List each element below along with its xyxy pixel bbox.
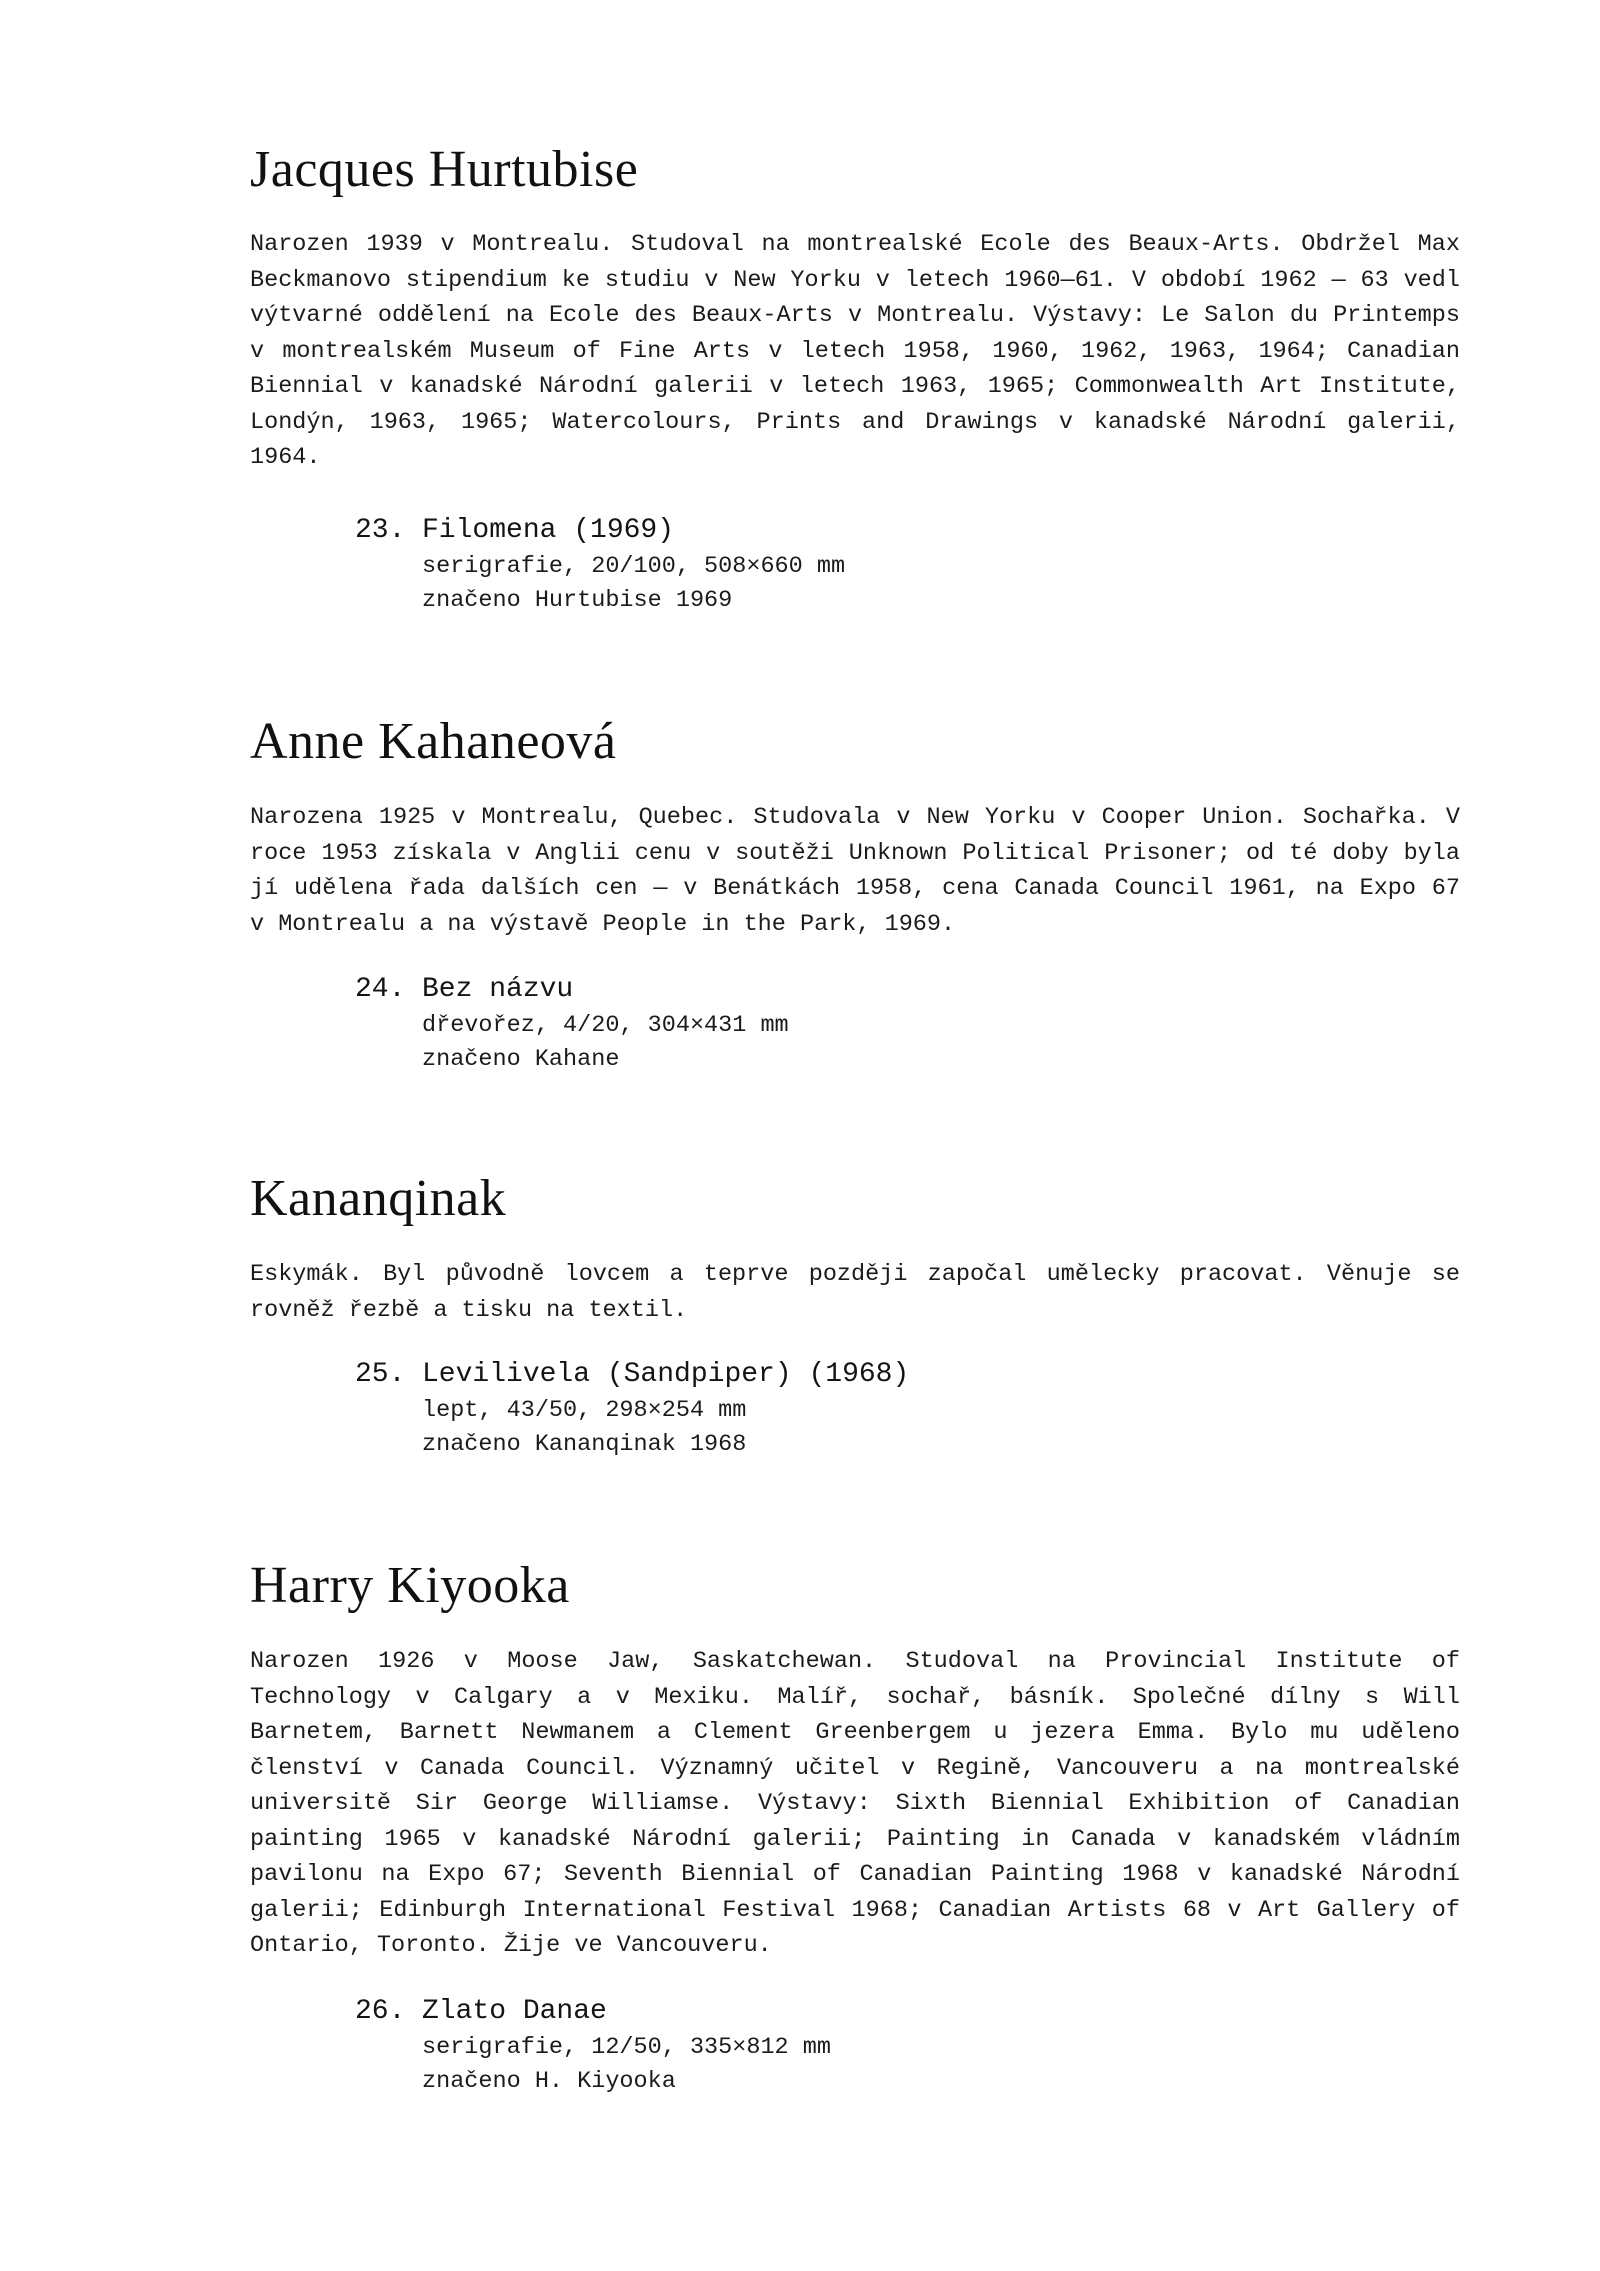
work-signature: značeno H. Kiyooka bbox=[422, 2068, 676, 2095]
catalogue-entry-23 bbox=[355, 512, 845, 618]
catalogue-entry-26 bbox=[355, 1993, 831, 2099]
work-number: 25. bbox=[355, 1359, 406, 1390]
work-signature: značeno Kahane bbox=[422, 1046, 620, 1073]
catalogue-entry-24 bbox=[355, 971, 789, 1077]
artist-section-hurtubise bbox=[250, 140, 1460, 476]
work-title-line bbox=[355, 512, 845, 550]
work-number: 23. bbox=[355, 515, 406, 546]
work-title: Bez názvu bbox=[422, 974, 574, 1005]
work-title-line bbox=[355, 971, 789, 1009]
work-medium: serigrafie, 12/50, 335×812 mm bbox=[422, 2034, 831, 2061]
work-number: 24. bbox=[355, 974, 406, 1005]
artist-section-kahaneova bbox=[250, 712, 1460, 942]
work-title-line bbox=[355, 1993, 831, 2031]
work-signature: značeno Kananqinak 1968 bbox=[422, 1431, 747, 1458]
work-title-line bbox=[355, 1356, 909, 1394]
artist-bio: Eskymák. Byl původně lovcem a teprve později započal umělecky pracovat. Věnuje se rovněž řezbě a tisku na textil. bbox=[250, 1261, 1460, 1324]
artist-section-kiyooka bbox=[250, 1556, 1460, 1964]
artist-bio: Narozena 1925 v Montrealu, Quebec. Studovala v New Yorku v Cooper Union. Sochařka. V roce 1953 získala v Anglii cenu v soutěži Unknown Political Prisoner; od té doby byla jí udělena řada dalších cen — v Benátkách 1958, cena Canada Council 1961, na Expo 67 v Montrealu a na výstavě People in the Park, 1969. bbox=[250, 804, 1460, 938]
work-medium: dřevořez, 4/20, 304×431 mm bbox=[422, 1012, 789, 1039]
work-medium: lept, 43/50, 298×254 mm bbox=[422, 1397, 747, 1424]
catalogue-entry-25 bbox=[355, 1356, 909, 1462]
work-medium: serigrafie, 20/100, 508×660 mm bbox=[422, 553, 846, 580]
artist-bio: Narozen 1926 v Moose Jaw, Saskatchewan. Studoval na Provincial Institute of Technology v Calgary a v Mexiku. Malíř, sochař, básník. Společné dílny s Will Barnetem, Barnett Newmanem a Clement Greenbergem u jezera Emma. Bylo mu uděleno členství v Canada Council. Významný učitel v Regině, Vancouveru a na montrealské universitě Sir George Williamse. Výstavy: Sixth Biennial Exhibition of Canadian painting 1965 v kanadské Národní galerii; Painting in Canada v kanadském vládním pavilonu na Expo 67; Seventh Biennial of Canadian Painting 1968 v kanadské Národní galerii; Edinburgh International Festival 1968; Canadian Artists 68 v Art Gallery of Ontario, Toronto. Žije ve Vancouveru. bbox=[250, 1648, 1460, 1959]
artist-section-kananqinak bbox=[250, 1169, 1460, 1328]
artist-bio: Narozen 1939 v Montrealu. Studoval na montrealské Ecole des Beaux-Arts. Obdržel Max Beckmanovo stipendium ke studiu v New Yorku v letech 1960—61. V období 1962 — 63 vedl výtvarné oddělení na Ecole des Beaux-Arts v Montrealu. Výstavy: Le Salon du Printemps v montrealském Museum of Fine Arts v letech 1958, 1960, 1962, 1963, 1964; Canadian Biennial v kanadské Národní galerii v letech 1963, 1965; Commonwealth Art Institute, Londýn, 1963, 1965; Watercolours, Prints and Drawings v kanadské Národní galerii, 1964. bbox=[250, 231, 1460, 471]
work-signature: značeno Hurtubise 1969 bbox=[422, 587, 733, 614]
artist-name: Jacques Hurtubise bbox=[250, 141, 639, 198]
work-number: 26. bbox=[355, 1996, 406, 2027]
artist-name: Anne Kahaneová bbox=[250, 713, 617, 770]
work-title: Levilivela (Sandpiper) (1968) bbox=[422, 1359, 910, 1390]
artist-name: Harry Kiyooka bbox=[250, 1557, 570, 1614]
work-title: Zlato Danae bbox=[422, 1996, 607, 2027]
artist-name: Kananqinak bbox=[250, 1170, 507, 1227]
work-title: Filomena (1969) bbox=[422, 515, 675, 546]
